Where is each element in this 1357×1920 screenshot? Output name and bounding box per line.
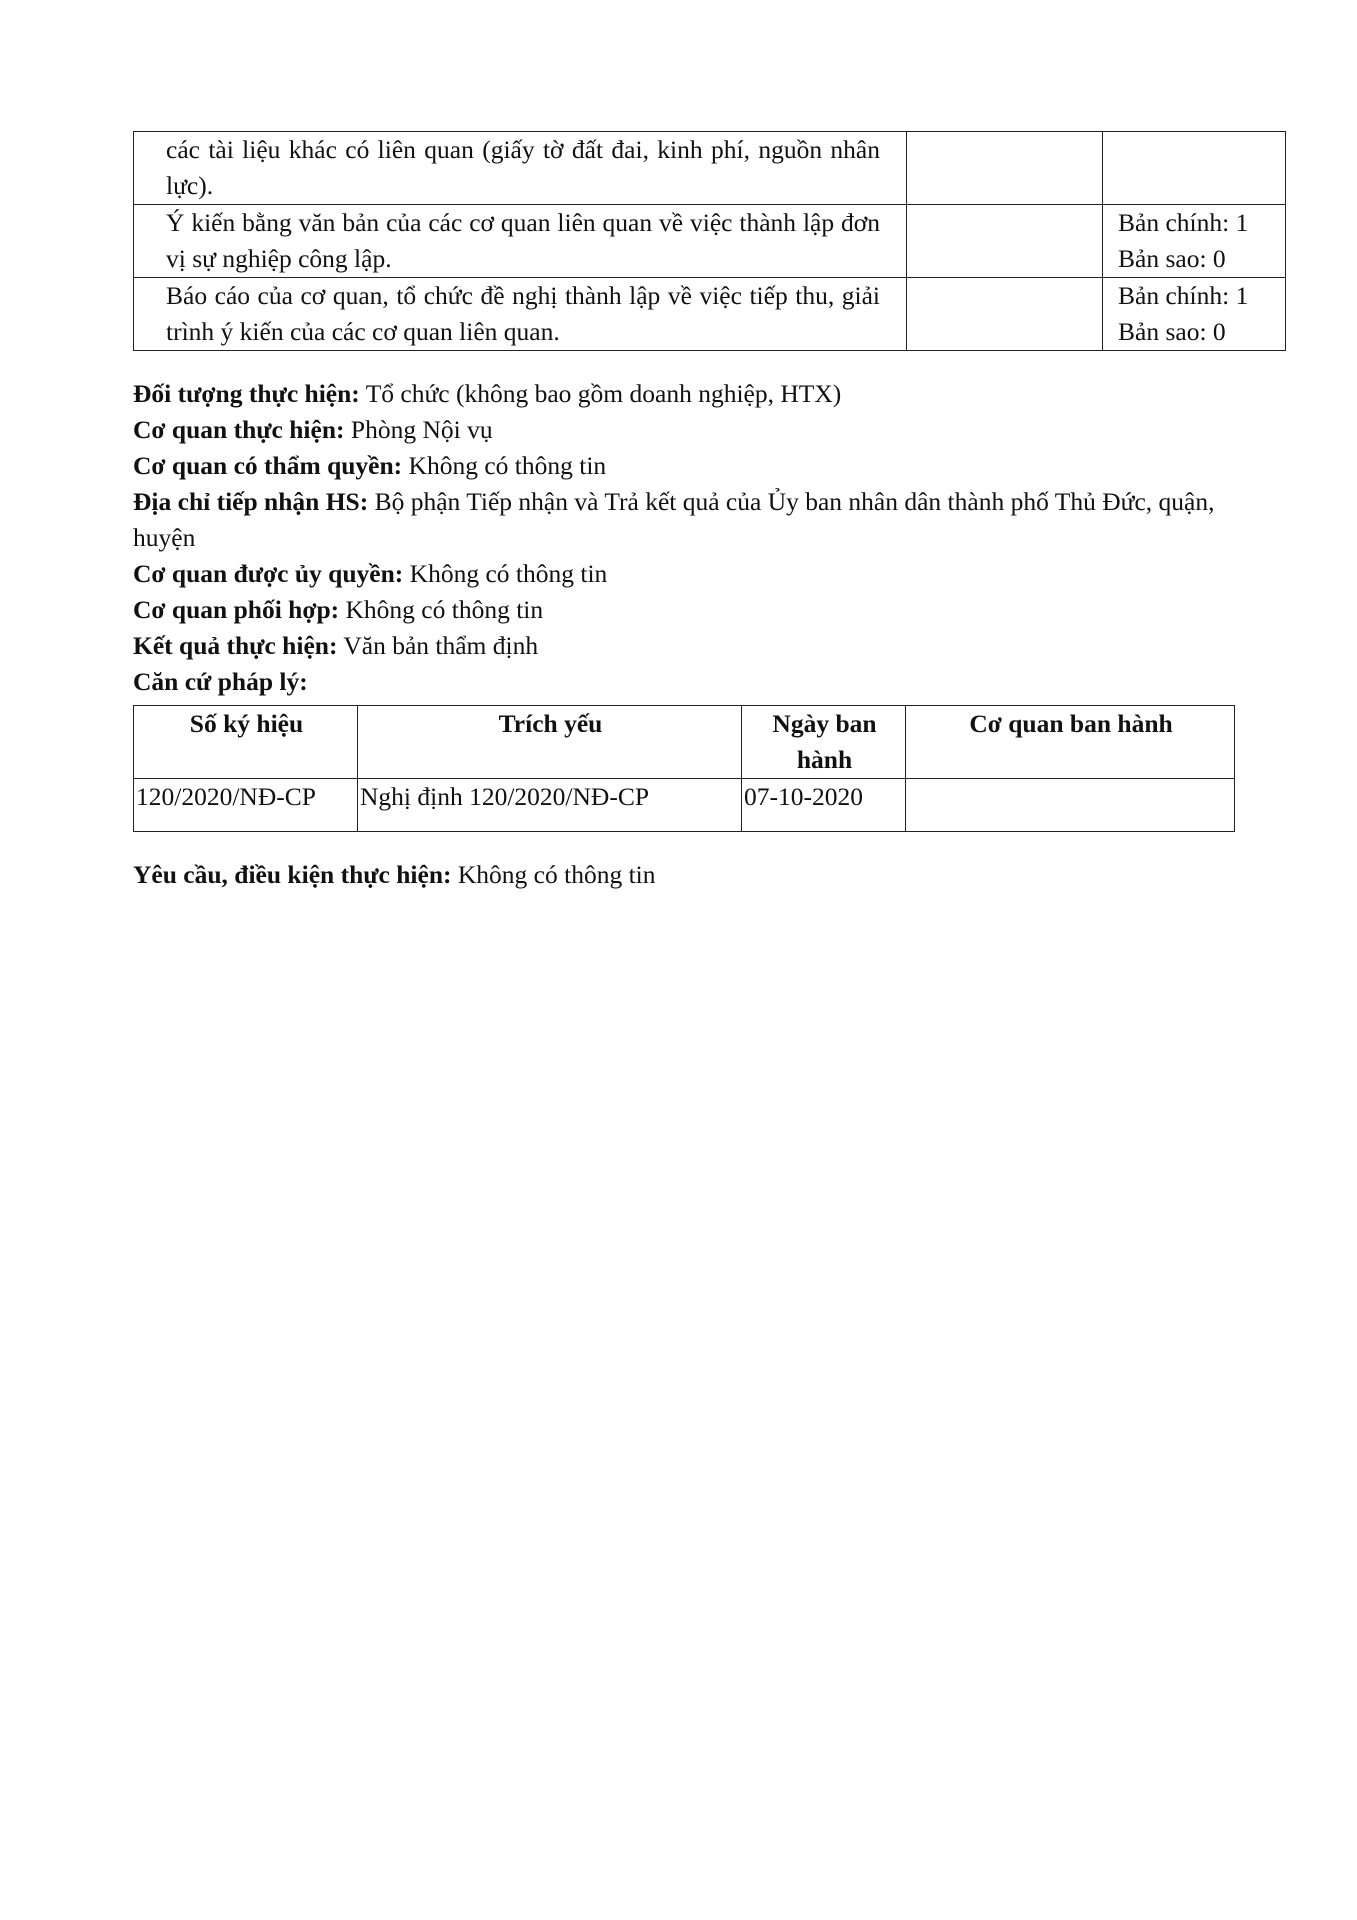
field-value: Bộ phận Tiếp nhận và Trả kết quả của Ủy ban nhân dân thành phố Thủ Đức, quận, huyện bbox=[133, 487, 1215, 552]
field-label: Cơ quan thực hiện: bbox=[133, 415, 345, 444]
cell-number: 120/2020/NĐ-CP bbox=[134, 779, 358, 832]
document-quantity-cell bbox=[1103, 132, 1286, 205]
field-label: Cơ quan có thẩm quyền: bbox=[133, 451, 403, 480]
field-label: Kết quả thực hiện: bbox=[133, 631, 338, 660]
receiving-address-line bbox=[133, 484, 1233, 556]
column-header-summary: Trích yếu bbox=[358, 706, 742, 779]
document-quantity-cell bbox=[1103, 205, 1286, 278]
cell-issue-date: 07-10-2020 bbox=[742, 779, 906, 832]
column-header-number: Số ký hiệu bbox=[134, 706, 358, 779]
column-header-issuing-body: Cơ quan ban hành bbox=[906, 706, 1235, 779]
cell-issuing-body bbox=[906, 779, 1235, 832]
table-row bbox=[134, 132, 1286, 205]
field-value: Văn bản thẩm định bbox=[337, 631, 539, 660]
table-row bbox=[134, 278, 1286, 351]
procedure-info bbox=[133, 376, 1233, 700]
document-form-cell bbox=[907, 278, 1103, 351]
executing-agency-line bbox=[133, 412, 1233, 448]
field-label: Căn cứ pháp lý: bbox=[133, 667, 308, 696]
table-row bbox=[134, 205, 1286, 278]
legal-basis-table bbox=[133, 705, 1235, 832]
legal-basis-heading bbox=[133, 664, 1233, 700]
column-header-issue-date: Ngày ban hành bbox=[742, 706, 906, 779]
table-header-row bbox=[134, 706, 1235, 779]
document-quantity-cell bbox=[1103, 278, 1286, 351]
field-value: Không có thông tin bbox=[339, 595, 544, 624]
field-label: Cơ quan phối hợp: bbox=[133, 595, 340, 624]
quantity-copy: Bản sao: 0 bbox=[1118, 317, 1226, 346]
documents-table bbox=[133, 131, 1286, 351]
coordinating-agency-line bbox=[133, 592, 1233, 628]
field-value: Không có thông tin bbox=[451, 860, 656, 889]
document-form-cell bbox=[907, 132, 1103, 205]
document-name-cell: Ý kiến bằng văn bản của các cơ quan liên quan về việc thành lập đơn vị sự nghiệp công lập. bbox=[134, 205, 907, 278]
document-name-cell: các tài liệu khác có liên quan (giấy tờ đất đai, kinh phí, nguồn nhân lực). bbox=[134, 132, 907, 205]
field-value: Phòng Nội vụ bbox=[344, 415, 493, 444]
quantity-copy: Bản sao: 0 bbox=[1118, 244, 1226, 273]
table-row bbox=[134, 779, 1235, 832]
field-label: Đối tượng thực hiện: bbox=[133, 379, 360, 408]
field-label: Yêu cầu, điều kiện thực hiện: bbox=[133, 860, 452, 889]
field-value: Không có thông tin bbox=[402, 451, 607, 480]
cell-summary: Nghị định 120/2020/NĐ-CP bbox=[358, 779, 742, 832]
result-line bbox=[133, 628, 1233, 664]
quantity-original: Bản chính: 1 bbox=[1118, 281, 1249, 310]
field-value: Không có thông tin bbox=[403, 559, 608, 588]
field-label: Địa chỉ tiếp nhận HS: bbox=[133, 487, 369, 516]
competent-authority-line bbox=[133, 448, 1233, 484]
field-value: Tổ chức (không bao gồm doanh nghiệp, HTX) bbox=[359, 379, 842, 408]
authorized-agency-line bbox=[133, 556, 1233, 592]
document-name-cell: Báo cáo của cơ quan, tổ chức đề nghị thành lập về việc tiếp thu, giải trình ý kiến của các cơ quan liên quan. bbox=[134, 278, 907, 351]
requirements-line bbox=[133, 857, 656, 893]
document-form-cell bbox=[907, 205, 1103, 278]
field-label: Cơ quan được ủy quyền: bbox=[133, 559, 404, 588]
target-audience-line bbox=[133, 376, 1233, 412]
quantity-original: Bản chính: 1 bbox=[1118, 208, 1249, 237]
